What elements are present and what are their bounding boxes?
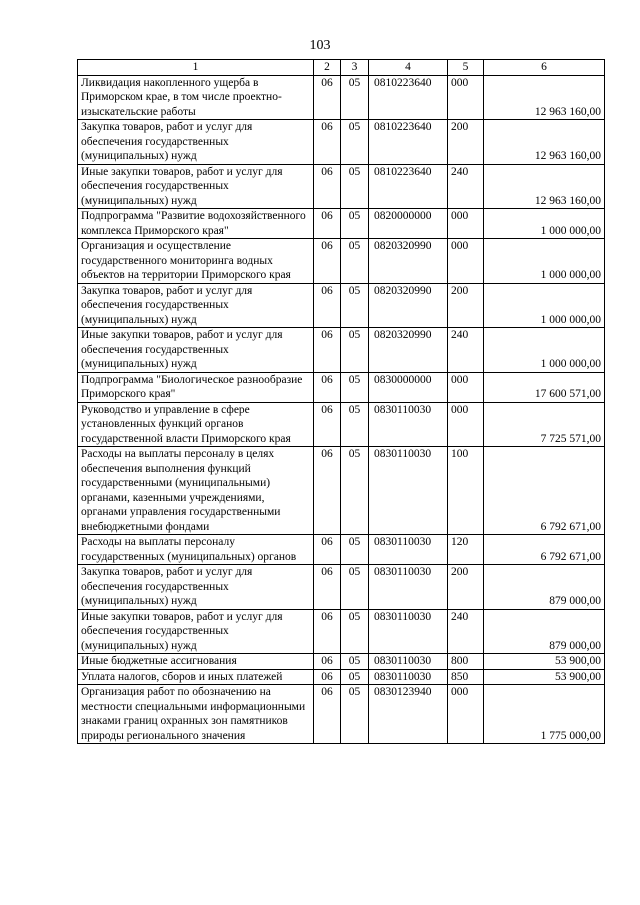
row-expense-type-cell: 000 — [448, 75, 484, 120]
row-target-article-cell: 0830110030 — [369, 447, 448, 535]
row-section-cell: 06 — [314, 535, 341, 565]
header-col-1: 1 — [78, 60, 314, 76]
row-section-cell: 06 — [314, 447, 341, 535]
table-row — [78, 164, 605, 209]
row-subsection-cell: 05 — [341, 654, 369, 670]
row-amount-cell: 53 900,00 — [484, 669, 605, 685]
table-row — [78, 239, 605, 284]
row-target-article-cell: 0830110030 — [369, 669, 448, 685]
row-subsection-cell: 05 — [341, 565, 369, 610]
row-target-article-cell: 0810223640 — [369, 75, 448, 120]
table-row — [78, 654, 605, 670]
row-expense-type-cell: 200 — [448, 283, 484, 328]
header-col-4: 4 — [369, 60, 448, 76]
row-name-cell: Организация работ по обозначению на местности специальными информационными знаками границ охранных зон памятников природы регионального значения — [78, 685, 314, 744]
row-section-cell: 06 — [314, 120, 341, 165]
row-subsection-cell: 05 — [341, 328, 369, 373]
row-subsection-cell: 05 — [341, 75, 369, 120]
row-section-cell: 06 — [314, 669, 341, 685]
row-subsection-cell: 05 — [341, 164, 369, 209]
row-expense-type-cell: 850 — [448, 669, 484, 685]
table-row — [78, 447, 605, 535]
row-section-cell: 06 — [314, 402, 341, 447]
row-amount-cell: 1 775 000,00 — [484, 685, 605, 744]
row-section-cell: 06 — [314, 372, 341, 402]
row-expense-type-cell: 120 — [448, 535, 484, 565]
row-name-cell: Расходы на выплаты персоналу государственных (муниципальных) органов — [78, 535, 314, 565]
row-name-cell: Закупка товаров, работ и услуг для обеспечения государственных (муниципальных) нужд — [78, 120, 314, 165]
row-amount-cell: 7 725 571,00 — [484, 402, 605, 447]
table-row — [78, 372, 605, 402]
table-row — [78, 328, 605, 373]
row-expense-type-cell: 100 — [448, 447, 484, 535]
row-name-cell: Иные бюджетные ассигнования — [78, 654, 314, 670]
row-section-cell: 06 — [314, 565, 341, 610]
page-number: 103 — [309, 38, 331, 53]
row-amount-cell: 12 963 160,00 — [484, 120, 605, 165]
row-amount-cell: 12 963 160,00 — [484, 75, 605, 120]
row-name-cell: Ликвидация накопленного ущерба в Приморском крае, в том числе проектно-изыскательские работы — [78, 75, 314, 120]
row-target-article-cell: 0830123940 — [369, 685, 448, 744]
row-amount-cell: 1 000 000,00 — [484, 209, 605, 239]
row-section-cell: 06 — [314, 75, 341, 120]
row-subsection-cell: 05 — [341, 283, 369, 328]
table-row — [78, 75, 605, 120]
row-amount-cell: 6 792 671,00 — [484, 447, 605, 535]
row-amount-cell: 1 000 000,00 — [484, 328, 605, 373]
row-section-cell: 06 — [314, 283, 341, 328]
row-name-cell: Уплата налогов, сборов и иных платежей — [78, 669, 314, 685]
row-amount-cell: 17 600 571,00 — [484, 372, 605, 402]
row-amount-cell: 12 963 160,00 — [484, 164, 605, 209]
row-expense-type-cell: 000 — [448, 685, 484, 744]
table-row — [78, 669, 605, 685]
row-amount-cell: 1 000 000,00 — [484, 283, 605, 328]
table-row — [78, 535, 605, 565]
row-name-cell: Иные закупки товаров, работ и услуг для обеспечения государственных (муниципальных) нужд — [78, 328, 314, 373]
row-name-cell: Иные закупки товаров, работ и услуг для обеспечения государственных (муниципальных) нужд — [78, 164, 314, 209]
row-subsection-cell: 05 — [341, 685, 369, 744]
row-name-cell: Расходы на выплаты персоналу в целях обеспечения выполнения функций государственными (муниципальными) органами, казенными учреждениями, органами управления государственными внебюджетными фондами — [78, 447, 314, 535]
row-amount-cell: 879 000,00 — [484, 565, 605, 610]
table-row — [78, 685, 605, 744]
row-expense-type-cell: 000 — [448, 209, 484, 239]
row-subsection-cell: 05 — [341, 402, 369, 447]
row-target-article-cell: 0820000000 — [369, 209, 448, 239]
row-section-cell: 06 — [314, 685, 341, 744]
row-expense-type-cell: 000 — [448, 372, 484, 402]
row-subsection-cell: 05 — [341, 447, 369, 535]
budget-table — [77, 59, 605, 744]
row-target-article-cell: 0830110030 — [369, 654, 448, 670]
row-subsection-cell: 05 — [341, 239, 369, 284]
header-col-5: 5 — [448, 60, 484, 76]
row-subsection-cell: 05 — [341, 535, 369, 565]
row-expense-type-cell: 200 — [448, 120, 484, 165]
row-amount-cell: 6 792 671,00 — [484, 535, 605, 565]
row-target-article-cell: 0830110030 — [369, 535, 448, 565]
row-name-cell: Закупка товаров, работ и услуг для обеспечения государственных (муниципальных) нужд — [78, 283, 314, 328]
row-target-article-cell: 0810223640 — [369, 164, 448, 209]
row-section-cell: 06 — [314, 654, 341, 670]
row-name-cell: Подпрограмма "Биологическое разнообразие Приморского края" — [78, 372, 314, 402]
row-amount-cell: 1 000 000,00 — [484, 239, 605, 284]
row-name-cell: Организация и осуществление государственного мониторинга водных объектов на территории Приморского края — [78, 239, 314, 284]
row-amount-cell: 53 900,00 — [484, 654, 605, 670]
row-section-cell: 06 — [314, 328, 341, 373]
row-subsection-cell: 05 — [341, 669, 369, 685]
row-target-article-cell: 0810223640 — [369, 120, 448, 165]
row-expense-type-cell: 800 — [448, 654, 484, 670]
header-col-2: 2 — [314, 60, 341, 76]
row-expense-type-cell: 240 — [448, 164, 484, 209]
table-row — [78, 209, 605, 239]
row-target-article-cell: 0820320990 — [369, 328, 448, 373]
table-header-row — [78, 60, 605, 76]
header-col-6: 6 — [484, 60, 605, 76]
table-row — [78, 283, 605, 328]
table-body — [78, 75, 605, 744]
row-subsection-cell: 05 — [341, 372, 369, 402]
row-expense-type-cell: 240 — [448, 328, 484, 373]
row-section-cell: 06 — [314, 239, 341, 284]
row-amount-cell: 879 000,00 — [484, 609, 605, 654]
row-target-article-cell: 0830110030 — [369, 609, 448, 654]
row-target-article-cell: 0830000000 — [369, 372, 448, 402]
row-name-cell: Закупка товаров, работ и услуг для обеспечения государственных (муниципальных) нужд — [78, 565, 314, 610]
row-expense-type-cell: 240 — [448, 609, 484, 654]
table-row — [78, 402, 605, 447]
header-col-3: 3 — [341, 60, 369, 76]
table-row — [78, 609, 605, 654]
row-name-cell: Иные закупки товаров, работ и услуг для обеспечения государственных (муниципальных) нужд — [78, 609, 314, 654]
row-subsection-cell: 05 — [341, 609, 369, 654]
table-row — [78, 120, 605, 165]
row-subsection-cell: 05 — [341, 120, 369, 165]
row-section-cell: 06 — [314, 209, 341, 239]
row-expense-type-cell: 200 — [448, 565, 484, 610]
row-section-cell: 06 — [314, 609, 341, 654]
row-subsection-cell: 05 — [341, 209, 369, 239]
row-target-article-cell: 0820320990 — [369, 283, 448, 328]
row-name-cell: Руководство и управление в сфере установленных функций органов государственной власти Приморского края — [78, 402, 314, 447]
row-expense-type-cell: 000 — [448, 239, 484, 284]
row-target-article-cell: 0830110030 — [369, 402, 448, 447]
row-section-cell: 06 — [314, 164, 341, 209]
row-expense-type-cell: 000 — [448, 402, 484, 447]
row-target-article-cell: 0830110030 — [369, 565, 448, 610]
table-row — [78, 565, 605, 610]
row-name-cell: Подпрограмма "Развитие водохозяйственного комплекса Приморского края" — [78, 209, 314, 239]
row-target-article-cell: 0820320990 — [369, 239, 448, 284]
